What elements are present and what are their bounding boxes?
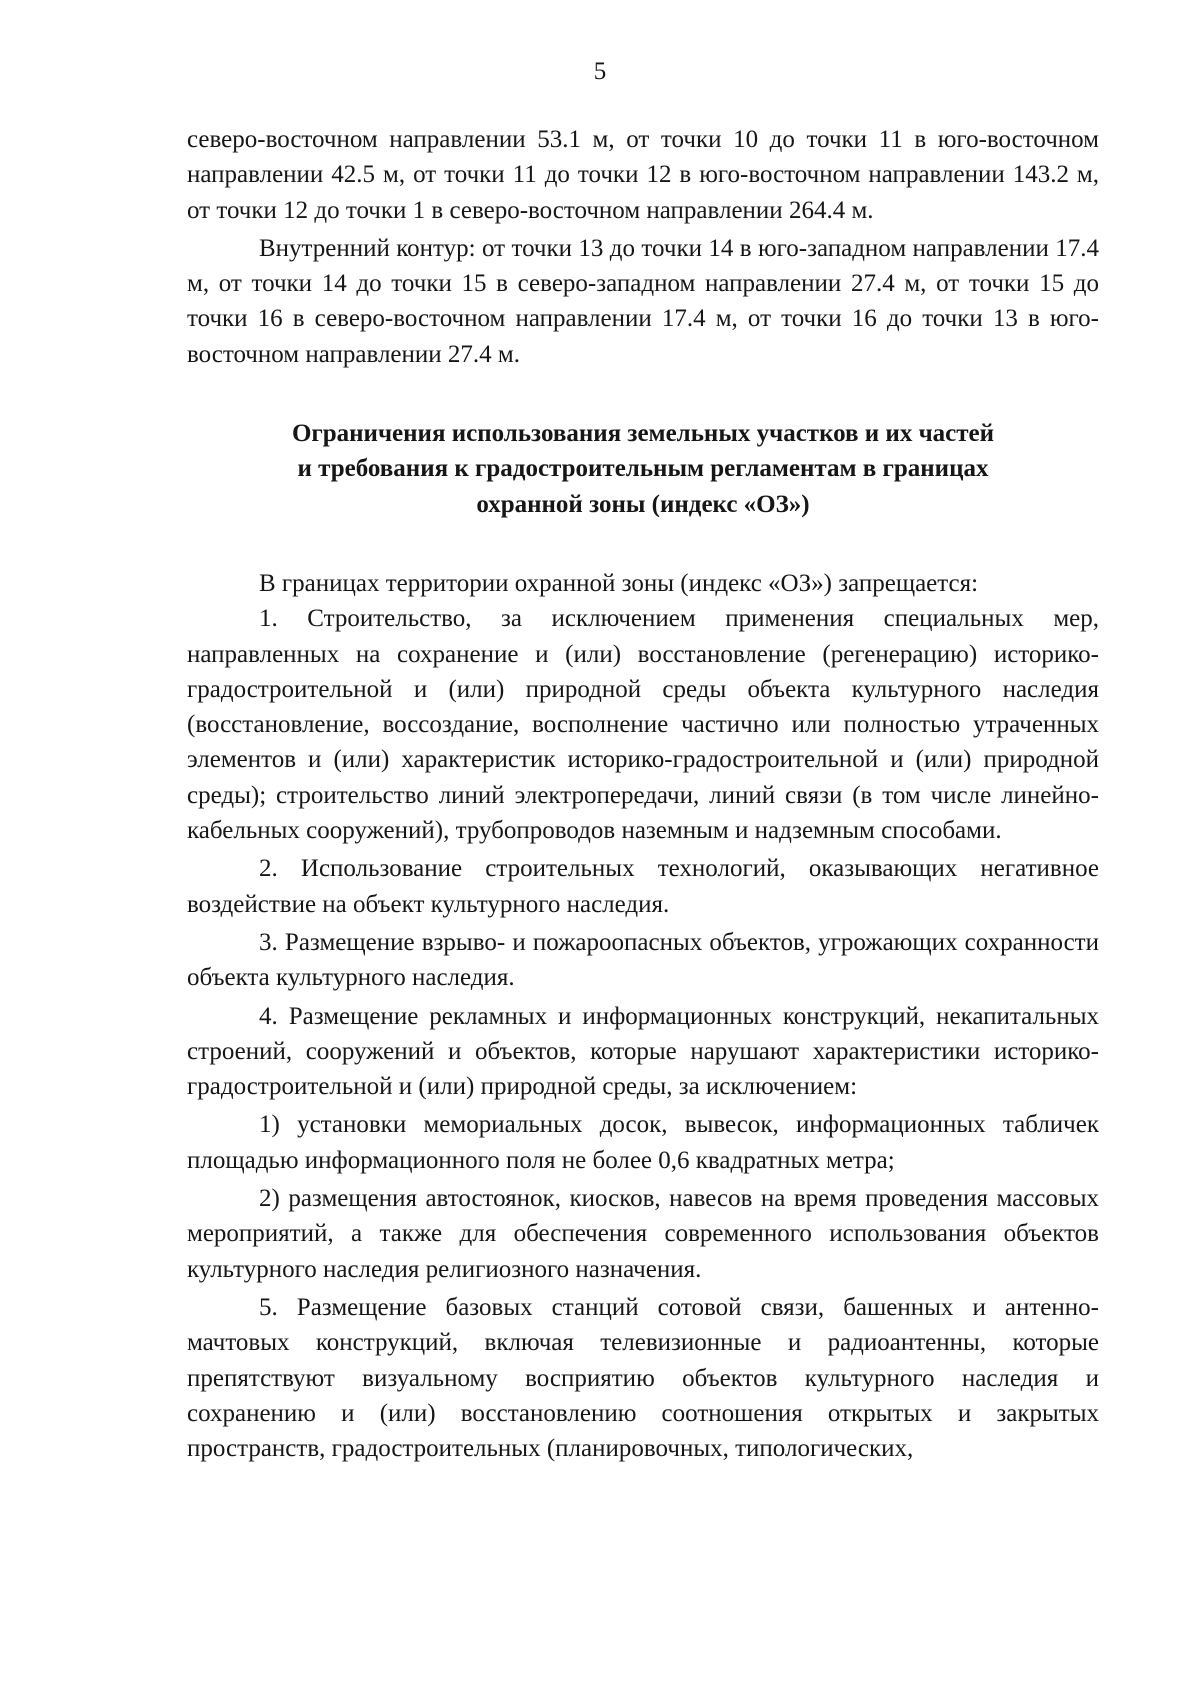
heading-line-3: охранной зоны (индекс «ОЗ») [476,490,810,518]
paragraph-item-2: 2. Использование строительных технологий, оказывающих негативное воздействие на объект культурного наследия. [187,855,1099,918]
document-body [187,122,1099,1466]
paragraph-item-4-sub-1: 1) установки мемориальных досок, вывесок, информационных табличек площадью информационного поля не более 0,6 квадратных метра; [187,1111,1099,1174]
paragraph-item-4: 4. Размещение рекламных и информационных конструкций, некапитальных строений, сооружений и объектов, которые нарушают характеристики историко-градостроительной и (или) природной среды, за исключением: [187,1002,1099,1101]
section-heading [187,416,1099,522]
paragraph-outer-contour-end: северо-восточном направлении 53.1 м, от точки 10 до точки 11 в юго-восточном направлении 42.5 м, от точки 11 до точки 12 в юго-восточном направлении 143.2 м, от точки 12 до точки 1 в северо-восточном направлении 264.4 м. [187,126,1099,224]
heading-line-2: и требования к градостроительным регламентам в границах [297,455,989,483]
paragraph-item-5: 5. Размещение базовых станций сотовой связи, башенных и антенно-мачтовых конструкций, включая телевизионные и радиоантенны, которые препятствуют визуальному восприятию объектов культурного наследия и сохранению и (или) восстановлению соотношения открытых и закрытых пространств, градостроительных (планировочных, типологических, [187,1293,1099,1463]
paragraph-inner-contour: Внутренний контур: от точки 13 до точки 14 в юго-западном направлении 17.4 м, от точки 14 до точки 15 в северо-западном направлении 27.4 м, от точки 15 до точки 16 в северо-восточном направлении 17.4 м, от точки 16 до точки 13 в юго-восточном направлении 27.4 м. [187,234,1099,368]
page-number: 5 [593,58,607,85]
paragraph-item-4-sub-2: 2) размещения автостоянок, киосков, навесов на время проведения массовых мероприятий, а также для обеспечения современного использования объектов культурного наследия религиозного назначения. [187,1185,1099,1283]
paragraph-item-3: 3. Размещение взрыво- и пожароопасных объектов, угрожающих сохранности объекта культурного наследия. [187,928,1099,992]
paragraph-prohibited-intro: В границах территории охранной зоны (индекс «ОЗ») запрещается: [259,569,979,597]
paragraph-item-1: 1. Строительство, за исключением применения специальных мер, направленных на сохранение и (или) восстановление (регенерацию) историко-градостроительной и (или) природной среды объекта культурного наследия (восстановление, воссоздание, восполнение частично или полностью утраченных элементов и (или) характеристик историко-градостроительной и (или) природной среды); строительство линий электропередачи, линий связи (в том числе линейно-кабельных сооружений), трубопроводов наземным и надземным способами. [187,605,1099,845]
heading-line-1: Ограничения использования земельных участков и их частей [291,420,995,448]
